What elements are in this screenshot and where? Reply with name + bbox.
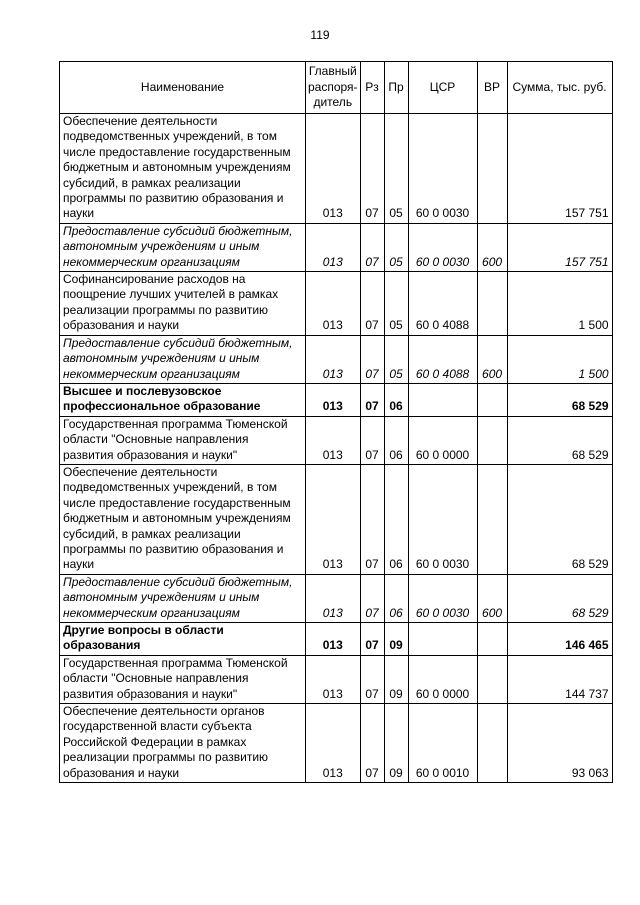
cell-name: Обеспечение деятельности органов государственной власти субъекта Российской Федерации в рамках реализации программы по развитию образования и науки bbox=[60, 704, 306, 783]
cell-csr: 60 0 0010 bbox=[408, 704, 477, 783]
cell-csr bbox=[408, 623, 477, 656]
cell-pr: 05 bbox=[384, 114, 408, 224]
table-header-row bbox=[60, 62, 613, 114]
table-row bbox=[60, 655, 613, 703]
table-row bbox=[60, 223, 613, 271]
cell-admin: 013 bbox=[306, 114, 361, 224]
cell-csr: 60 0 4088 bbox=[408, 335, 477, 383]
cell-vr bbox=[477, 383, 507, 416]
header-rz: Рз bbox=[360, 62, 384, 114]
cell-admin: 013 bbox=[306, 655, 361, 703]
cell-pr: 09 bbox=[384, 623, 408, 656]
cell-csr: 60 0 0030 bbox=[408, 114, 477, 224]
cell-name: Обеспечение деятельности подведомственных учреждений, в том числе предоставление государственным бюджетным и автономным учреждениям субсидий, в рамках реализации программы по развитию образования и науки bbox=[60, 114, 306, 224]
cell-csr: 60 0 0000 bbox=[408, 655, 477, 703]
cell-admin: 013 bbox=[306, 335, 361, 383]
header-vr: ВР bbox=[477, 62, 507, 114]
cell-rz: 07 bbox=[360, 704, 384, 783]
cell-vr: 600 bbox=[477, 335, 507, 383]
header-sum: Сумма, тыс. руб. bbox=[507, 62, 612, 114]
page-number: 119 bbox=[310, 28, 330, 42]
cell-rz: 07 bbox=[360, 464, 384, 574]
header-admin: Главный распоря-дитель bbox=[306, 62, 361, 114]
cell-pr: 09 bbox=[384, 704, 408, 783]
cell-pr: 05 bbox=[384, 272, 408, 336]
cell-csr bbox=[408, 383, 477, 416]
cell-name: Предоставление субсидий бюджетным, автономным учреждениям и иным некоммерческим организациям bbox=[60, 335, 306, 383]
cell-sum: 146 465 bbox=[507, 623, 612, 656]
table-row bbox=[60, 574, 613, 622]
cell-vr bbox=[477, 655, 507, 703]
cell-rz: 07 bbox=[360, 272, 384, 336]
header-name: Наименование bbox=[60, 62, 306, 114]
cell-sum: 68 529 bbox=[507, 416, 612, 464]
cell-rz: 07 bbox=[360, 335, 384, 383]
cell-rz: 07 bbox=[360, 623, 384, 656]
cell-vr: 600 bbox=[477, 223, 507, 271]
cell-csr: 60 0 4088 bbox=[408, 272, 477, 336]
table-row bbox=[60, 464, 613, 574]
cell-csr: 60 0 0030 bbox=[408, 574, 477, 622]
cell-vr: 600 bbox=[477, 574, 507, 622]
cell-vr bbox=[477, 114, 507, 224]
table-row bbox=[60, 335, 613, 383]
cell-sum: 68 529 bbox=[507, 574, 612, 622]
cell-vr bbox=[477, 623, 507, 656]
table-row bbox=[60, 114, 613, 224]
cell-name: Высшее и послевузовское профессиональное образование bbox=[60, 383, 306, 416]
cell-pr: 06 bbox=[384, 464, 408, 574]
table-row bbox=[60, 623, 613, 656]
cell-vr bbox=[477, 464, 507, 574]
cell-rz: 07 bbox=[360, 416, 384, 464]
cell-pr: 09 bbox=[384, 655, 408, 703]
cell-pr: 06 bbox=[384, 383, 408, 416]
cell-csr: 60 0 0000 bbox=[408, 416, 477, 464]
cell-admin: 013 bbox=[306, 623, 361, 656]
cell-name: Предоставление субсидий бюджетным, автономным учреждениям и иным некоммерческим организациям bbox=[60, 223, 306, 271]
cell-admin: 013 bbox=[306, 704, 361, 783]
cell-admin: 013 bbox=[306, 464, 361, 574]
cell-sum: 144 737 bbox=[507, 655, 612, 703]
budget-table bbox=[59, 61, 613, 783]
table-row bbox=[60, 383, 613, 416]
cell-name: Другие вопросы в области образования bbox=[60, 623, 306, 656]
cell-vr bbox=[477, 416, 507, 464]
cell-csr: 60 0 0030 bbox=[408, 464, 477, 574]
cell-sum: 68 529 bbox=[507, 383, 612, 416]
cell-rz: 07 bbox=[360, 114, 384, 224]
cell-sum: 157 751 bbox=[507, 114, 612, 224]
table-row bbox=[60, 272, 613, 336]
cell-name: Предоставление субсидий бюджетным, автономным учреждениям и иным некоммерческим организациям bbox=[60, 574, 306, 622]
header-pr: Пр bbox=[384, 62, 408, 114]
cell-name: Софинансирование расходов на поощрение лучших учителей в рамках реализации программы по развитию образования и науки bbox=[60, 272, 306, 336]
cell-pr: 05 bbox=[384, 223, 408, 271]
header-csr: ЦСР bbox=[408, 62, 477, 114]
cell-rz: 07 bbox=[360, 383, 384, 416]
cell-vr bbox=[477, 272, 507, 336]
cell-admin: 013 bbox=[306, 223, 361, 271]
cell-sum: 157 751 bbox=[507, 223, 612, 271]
cell-sum: 68 529 bbox=[507, 464, 612, 574]
cell-admin: 013 bbox=[306, 416, 361, 464]
cell-sum: 93 063 bbox=[507, 704, 612, 783]
cell-vr bbox=[477, 704, 507, 783]
cell-name: Обеспечение деятельности подведомственных учреждений, в том числе предоставление государственным бюджетным и автономным учреждениям субсидий, в рамках реализации программы по развитию образования и науки bbox=[60, 464, 306, 574]
table-row bbox=[60, 704, 613, 783]
cell-admin: 013 bbox=[306, 383, 361, 416]
cell-pr: 06 bbox=[384, 416, 408, 464]
cell-name: Государственная программа Тюменской области "Основные направления развития образования и науки" bbox=[60, 655, 306, 703]
cell-rz: 07 bbox=[360, 655, 384, 703]
cell-admin: 013 bbox=[306, 574, 361, 622]
table-row bbox=[60, 416, 613, 464]
cell-name: Государственная программа Тюменской области "Основные направления развития образования и науки" bbox=[60, 416, 306, 464]
cell-sum: 1 500 bbox=[507, 272, 612, 336]
cell-csr: 60 0 0030 bbox=[408, 223, 477, 271]
cell-sum: 1 500 bbox=[507, 335, 612, 383]
cell-rz: 07 bbox=[360, 223, 384, 271]
cell-admin: 013 bbox=[306, 272, 361, 336]
cell-rz: 07 bbox=[360, 574, 384, 622]
cell-pr: 06 bbox=[384, 574, 408, 622]
cell-pr: 05 bbox=[384, 335, 408, 383]
